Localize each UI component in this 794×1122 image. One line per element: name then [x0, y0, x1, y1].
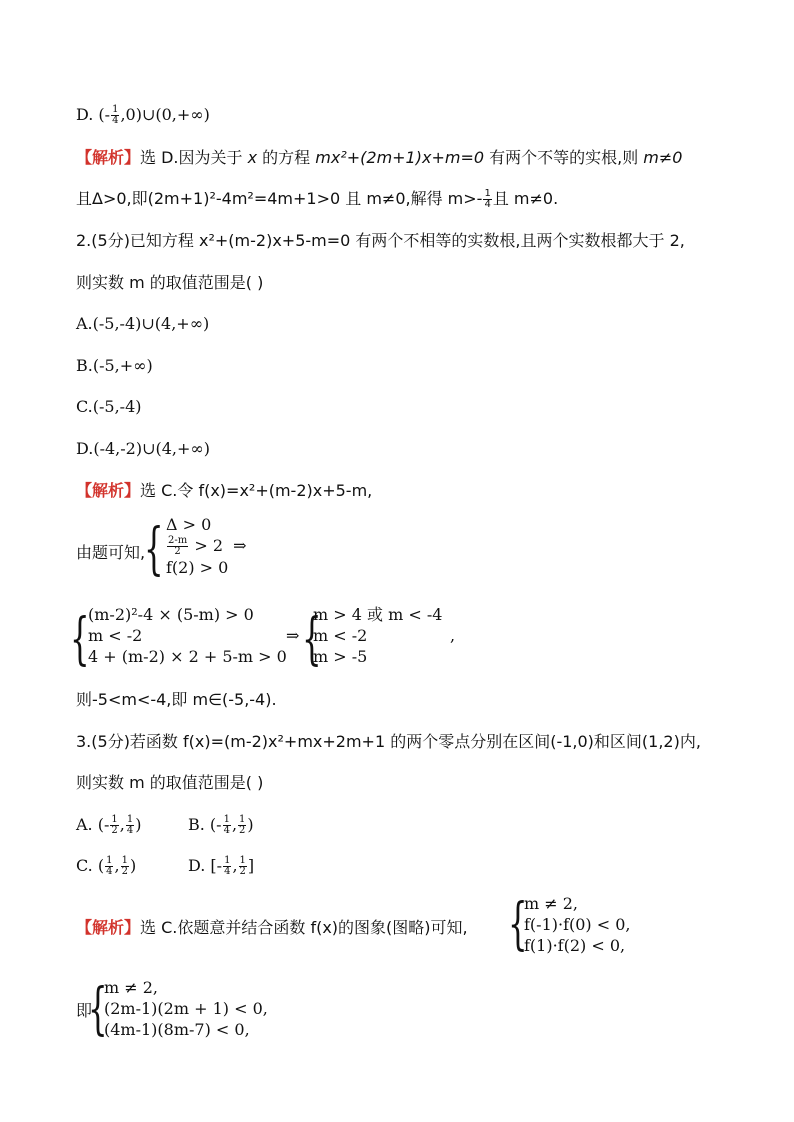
text: 选 C.依题意并结合函数 f(x)的图象(图略)可知, [140, 918, 468, 937]
implies-arrow: ⇒ [286, 626, 300, 645]
text: ⇒ [233, 536, 247, 555]
sys-line: m > -5 [313, 647, 368, 666]
text: ) [247, 815, 254, 834]
sys-line: f(-1)·f(0) < 0, [524, 915, 631, 934]
q2-solution-label: 由题可知, [76, 543, 146, 562]
frac-num: 1 [121, 855, 128, 866]
frac-den: 4 [106, 866, 113, 877]
frac-den: 4 [126, 825, 134, 836]
q3-stem-line1: 3.(5分)若函数 f(x)=(m-2)x²+mx+2m+1 的两个零点分别在区间(-1,0)和区间(1,2)内, [76, 732, 701, 751]
q1-option-d [76, 104, 210, 126]
fraction [121, 856, 129, 877]
frac-den: 2 [239, 866, 246, 877]
frac-den: 2 [239, 825, 246, 836]
sys-line: 4 + (m-2) × 2 + 5-m > 0 [88, 647, 287, 666]
fraction [110, 815, 118, 836]
q2-system-1 [166, 514, 247, 578]
frac-num: 2-m [168, 535, 188, 546]
text: m≠0 [643, 148, 683, 167]
brace: { [508, 892, 528, 957]
frac-num: 1 [126, 814, 134, 825]
q2-option-c: C.(-5,-4) [76, 397, 142, 416]
fraction [223, 856, 231, 877]
solution-tag: 【解析】 [76, 918, 141, 937]
q2-option-d: D.(-4,-2)∪(4,+∞) [76, 439, 210, 458]
brace: { [70, 607, 90, 672]
frac-num: 1 [224, 855, 231, 866]
solution-tag: 【解析】 [76, 148, 141, 167]
frac-num: 1 [484, 188, 491, 199]
text: C. ( [76, 856, 105, 875]
brace: { [88, 977, 108, 1042]
frac-den: 2 [174, 546, 181, 557]
frac-num: 1 [239, 855, 246, 866]
sys-line: m < -2 [313, 626, 368, 645]
sys-line [166, 535, 247, 557]
frac-num: 1 [106, 855, 113, 866]
frac-den: 4 [223, 825, 230, 836]
sys-line: m ≠ 2, [104, 978, 159, 997]
frac-num: 1 [111, 814, 118, 825]
text: 有两个不等的实根,则 [484, 148, 644, 167]
sys-line: f(2) > 0 [166, 558, 229, 577]
q2-conclusion: 则-5<m<-4,即 m∈(-5,-4). [76, 690, 277, 709]
fraction [223, 815, 231, 836]
q2-stem-line1: 2.(5分)已知方程 x²+(m-2)x+5-m=0 有两个不相等的实数根,且两个实数根都大于 2, [76, 231, 685, 250]
fraction [167, 536, 188, 557]
frac-num: 1 [223, 814, 230, 825]
q1-solution-line1 [76, 147, 682, 169]
fraction [483, 189, 491, 210]
fraction [105, 856, 113, 877]
frac-num: 1 [239, 814, 246, 825]
fraction [126, 815, 134, 836]
q2-stem-line2: 则实数 m 的取值范围是( ) [76, 273, 264, 292]
q2-system-2 [88, 604, 287, 667]
sys-line: m < -2 [88, 626, 143, 645]
text: A. (- [76, 815, 110, 834]
text: x [247, 148, 258, 167]
text: B. (- [188, 815, 222, 834]
q2-solution-line1 [76, 480, 372, 502]
fraction [238, 815, 246, 836]
text: mx²+(2m+1)x+m=0 [315, 148, 485, 167]
q2-option-b: B.(-5,+∞) [76, 356, 153, 375]
q3-option-b: B. (- $\frac{1}{4}$ , $\frac{1}{2}$ ) [188, 814, 254, 836]
frac-num: 1 [112, 104, 119, 115]
text: > 2 [194, 536, 223, 555]
text: ) [135, 815, 142, 834]
frac-den: 4 [484, 199, 491, 210]
q3-solution-line1 [76, 917, 468, 939]
text: 选 D.因为关于 [140, 148, 248, 167]
sys-line: f(1)·f(2) < 0, [524, 936, 626, 955]
q3-option-d: D. [- $\frac{1}{4}$ , $\frac{1}{2}$ ] [188, 855, 255, 877]
q1-optd-pre: D. (- [76, 105, 111, 124]
comma: , [450, 626, 456, 645]
text: 选 C.令 f(x)=x²+(m-2)x+5-m, [140, 481, 373, 500]
q2-system-3 [313, 604, 442, 667]
brace: { [302, 607, 322, 672]
q3-system-1 [524, 893, 631, 956]
q1-optd-post: ,0)∪(0,+∞) [120, 105, 210, 124]
q3-option-a: A. (- $\frac{1}{2}$ , $\frac{1}{4}$ ) [76, 814, 142, 836]
sys-line: (m-2)²-4 × (5-m) > 0 [88, 605, 254, 624]
q3-system-2 [104, 977, 268, 1040]
q3-stem-line2: 则实数 m 的取值范围是( ) [76, 773, 264, 792]
sys-line: m > 4 或 m < -4 [313, 605, 443, 624]
solution-tag: 【解析】 [76, 481, 141, 500]
brace: { [144, 517, 164, 582]
text: ) [129, 856, 137, 875]
text: ] [247, 856, 255, 875]
frac-den: 4 [224, 866, 231, 877]
q1-optd-fraction [111, 105, 119, 126]
q3-solution-label: 即 [76, 1001, 93, 1020]
sys-line: (2m-1)(2m + 1) < 0, [104, 999, 268, 1018]
q2-option-a: A.(-5,-4)∪(4,+∞) [76, 314, 210, 333]
frac-den: 2 [121, 866, 128, 877]
frac-den: 2 [111, 825, 118, 836]
text: 且Δ>0,即(2m+1)²-4m²=4m+1>0 且 m≠0,解得 m>- [76, 189, 483, 208]
fraction [239, 856, 247, 877]
text: 的方程 [257, 148, 316, 167]
q1-solution-line2 [76, 188, 558, 210]
sys-line: (4m-1)(8m-7) < 0, [104, 1020, 250, 1039]
text: D. [- [188, 856, 223, 875]
frac-den: 4 [112, 115, 119, 126]
sys-line: m ≠ 2, [524, 894, 579, 913]
sys-line: Δ > 0 [166, 515, 212, 534]
text: 且 m≠0. [492, 189, 559, 208]
q3-option-c: C. ( $\frac{1}{4}$ , $\frac{1}{2}$ ) [76, 855, 137, 877]
